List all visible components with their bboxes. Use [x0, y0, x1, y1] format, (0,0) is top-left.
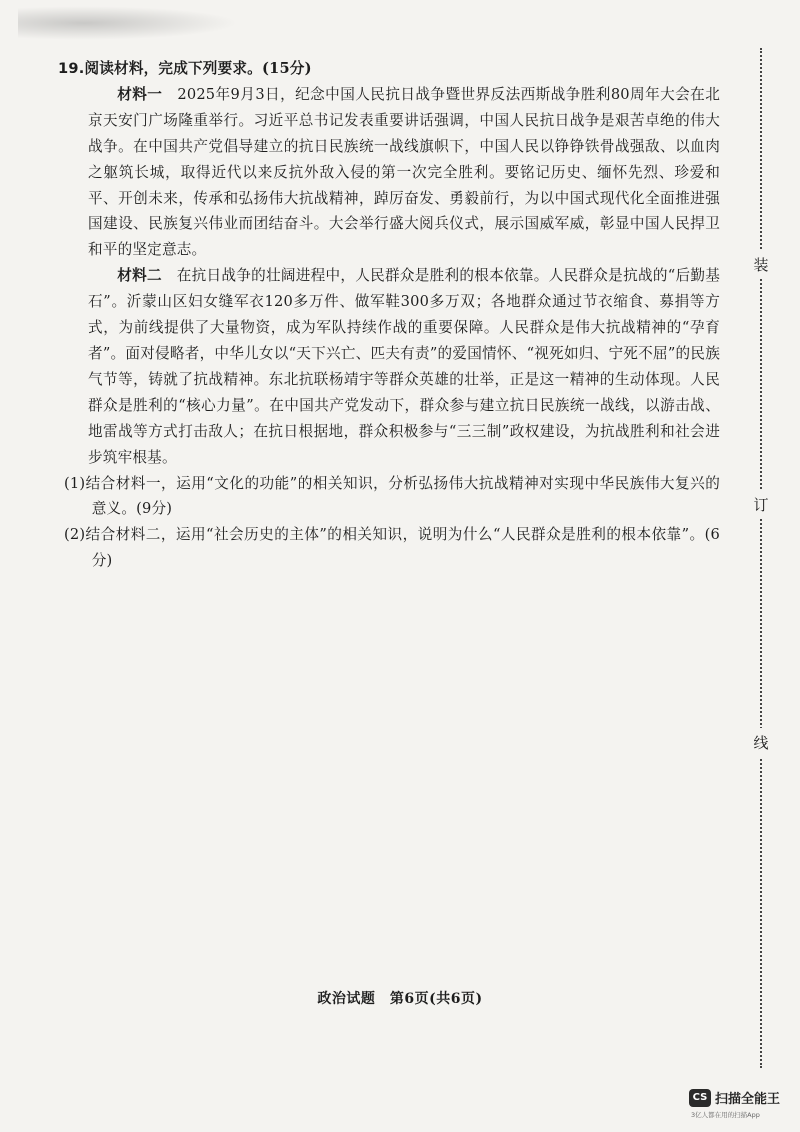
question-header	[58, 56, 720, 82]
camscanner-logo-icon: CS	[689, 1089, 711, 1107]
scanner-watermark	[689, 1085, 799, 1129]
material-two-text: 在抗日战争的壮阔进程中，人民群众是胜利的根本依靠。人民群众是抗战的“后勤基石”。沂蒙山区妇女缝军衣120多万件、做军鞋300多万双；各地群众通过节衣缩食、募捐等方式，为前线提供了大量物资，成为军队持续作战的重要保障。人民群众是伟大抗战精神的“孕育者”。面对侵略者，中华儿女以“天下兴亡、匹夫有责”的爱国情怀、“视死如归、宁死不屈”的民族气节等，铸就了抗战精神。东北抗联杨靖宇等群众英雄的壮举，正是这一精神的生动体现。人民群众是胜利的“核心力量”。在中国共产党发动下，群众参与建立抗日民族统一战线，以游击战、地雷战等方式打击敌人；在抗日根据地，群众积极参与“三三制”政权建设，为抗战胜利和社会进步筑牢根基。	[88, 267, 720, 466]
material-two	[88, 263, 720, 470]
sub-question-1: (1)结合材料一，运用“文化的功能”的相关知识，分析弘扬伟大抗战精神对实现中华民族伟大复兴的意义。(9分)	[64, 474, 720, 518]
binding-mark-zhuang: 装	[748, 250, 774, 279]
question-instruction: 阅读材料，完成下列要求。(15分)	[84, 60, 312, 77]
material-two-label: 材料二	[117, 267, 162, 285]
material-one	[88, 82, 720, 263]
scanner-subtitle: 3亿人都在用的扫描App	[691, 1111, 760, 1119]
binding-mark-xian: 线	[748, 728, 774, 757]
sub-question-2: (2)结合材料二，运用“社会历史的主体”的相关知识，说明为什么“人民群众是胜利的根本依靠”。(6分)	[64, 526, 720, 570]
question-19	[58, 56, 720, 574]
question-number: 19.	[58, 60, 85, 77]
binding-line	[760, 48, 763, 1068]
material-one-text: 2025年9月3日，纪念中国人民抗日战争暨世界反法西斯战争胜利80周年大会在北京天安门广场隆重举行。习近平总书记发表重要讲话强调，中国人民抗日战争是艰苦卓绝的伟大战争。在中国共产党倡导建立的抗日民族统一战线旗帜下，中国人民以铮铮铁骨战强敌、以血肉之躯筑长城，取得近代以来反抗外敌入侵的第一次完全胜利。要铭记历史、缅怀先烈、珍爱和平、开创未来，传承和弘扬伟大抗战精神，踔厉奋发、勇毅前行，为以中国式现代化全面推进强国建设、民族复兴伟业而团结奋斗。大会举行盛大阅兵仪式，展示国威军威，彰显中国人民捍卫和平的坚定意志。	[88, 85, 720, 259]
scanner-title: 扫描全能王	[715, 1092, 781, 1107]
binding-mark-ding: 订	[748, 490, 774, 519]
scan-smudge	[18, 6, 238, 40]
material-one-label: 材料一	[117, 85, 163, 103]
page-footer: 政治试题 第6页(共6页)	[317, 991, 483, 1007]
